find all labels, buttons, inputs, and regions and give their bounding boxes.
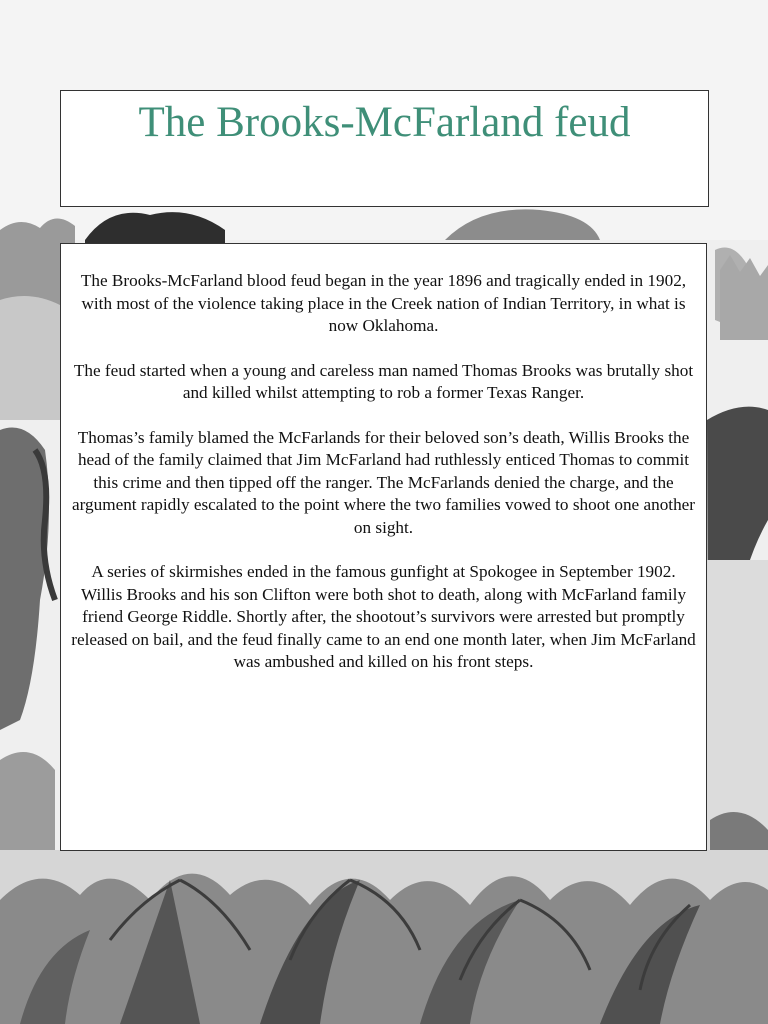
paragraph-2: The feud started when a young and careless man named Thomas Brooks was brutally shot and killed whilst attempting to rob a former Texas Ranger. bbox=[73, 360, 694, 402]
page-title: The Brooks-McFarland feud bbox=[138, 99, 631, 146]
paragraph-1: The Brooks-McFarland blood feud began in the year 1896 and tragically ended in 1902, with most of the violence taking place in the Creek nation of Indian Territory, in what is now Oklahoma. bbox=[80, 271, 687, 335]
paragraph-4: A series of skirmishes ended in the famous gunfight at Spokogee in September 1902. Willis Brooks and his son Clifton were both shot to death, along with McFarland family friend George Riddle. Shortly after, the shootout’s survivors were arrested but promptly released on bail, and the feud finally came to an end one month later, when Jim McFarland was ambushed and killed on his front steps. bbox=[71, 562, 696, 671]
title-box bbox=[60, 90, 709, 207]
paragraph-3: Thomas’s family blamed the McFarlands for their beloved son’s death, Willis Brooks the head of the family claimed that Jim McFarland had ruthlessly enticed Thomas to commit this crime and then tipped off the ranger. The McFarlands denied the charge, and the argument rapidly escalated to the point where the two families vowed to shoot one another on sight. bbox=[71, 427, 696, 537]
body-text-box bbox=[60, 243, 707, 851]
